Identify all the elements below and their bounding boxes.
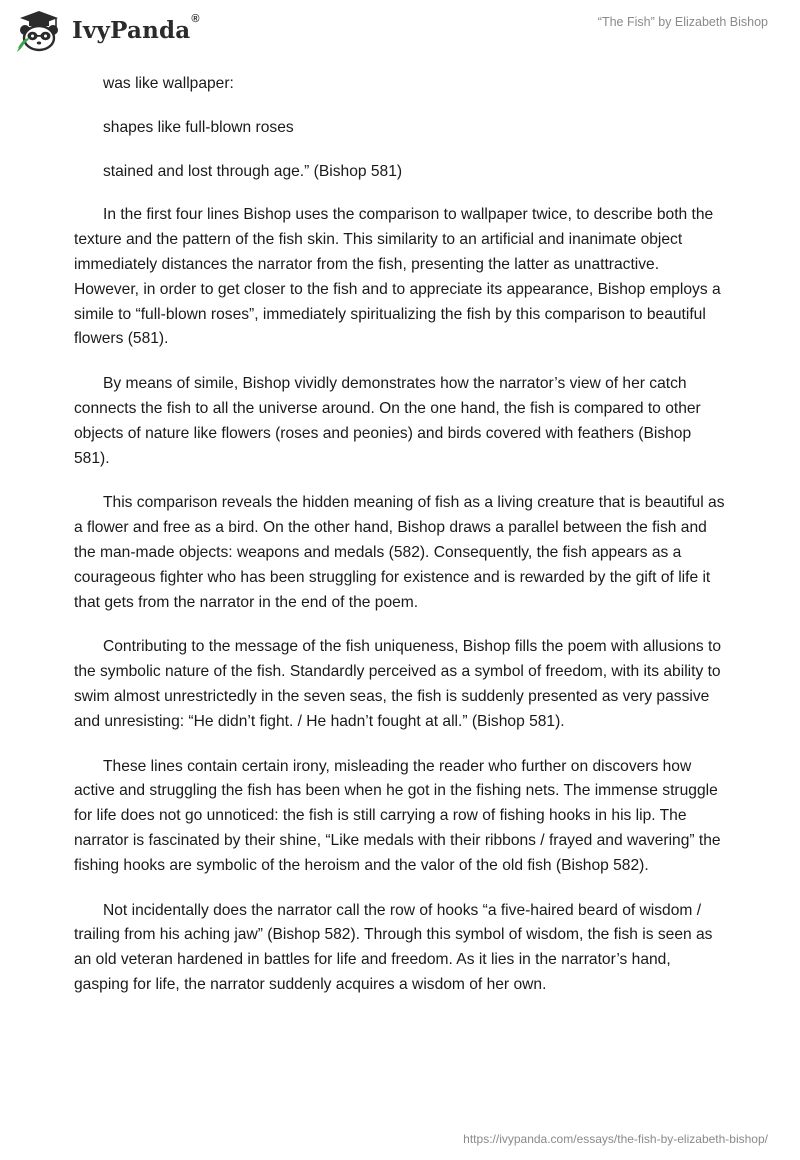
- paragraph: These lines contain certain irony, misleading the reader who further on discovers how active and struggling the fish has been when he got in the fishing nets. The immense struggle for life does not go unnoticed: the fish is still carrying a row of fishing hooks in his lip. The narrator is fascinated by their shine, “Like medals with their ribbons / frayed and wavering” the fishing hooks are symbolic of the heroism and the valor of the old fish (Bishop 582).: [74, 757, 721, 874]
- paragraph: Not incidentally does the narrator call the row of hooks “a five-haired beard of wisdom / trailing from his aching jaw” (Bishop 582). Through this symbol of wisdom, the fish is seen as an old veteran hardened in battles for life and freedom. As it lies in the narrator’s hand, gasping for life, the narrator suddenly acquires a wisdom of her own.: [74, 901, 713, 993]
- paragraph: In the first four lines Bishop uses the comparison to wallpaper twice, to describe both the texture and the pattern of the fish skin. This similarity to an artificial and inanimate object immediately distances the narrator from the fish, presenting the latter as unattractive. However, in order to get closer to the fish and to appreciate its appearance, Bishop employs a simile to “full-blown roses”, immediately spiritualizing the fish by this comparison to beautiful flowers (581).: [74, 206, 721, 348]
- page-header: [0, 0, 800, 62]
- essay-body: [74, 72, 726, 1018]
- paragraph: By means of simile, Bishop vividly demonstrates how the narrator’s view of her catch connects the fish to all the universe around. On the one hand, the fish is compared to other objects of nature like flowers (roses and peonies) and birds covered with feathers (Bishop 581).: [74, 375, 701, 467]
- brand-name: IvyPanda®: [72, 12, 200, 44]
- quote-line: was like wallpaper:: [103, 75, 234, 92]
- quote-line: shapes like full-blown roses: [103, 118, 294, 136]
- quote-line: stained and lost through age.” (Bishop 581): [103, 162, 403, 180]
- running-title: “The Fish” by Elizabeth Bishop: [597, 15, 768, 29]
- registered-mark: ®: [191, 12, 200, 25]
- paragraph: Contributing to the message of the fish uniqueness, Bishop fills the poem with allusions to the symbolic nature of the fish. Standardly perceived as a symbol of freedom, with its ability to swim almost unrestrictedly in the seven seas, the fish is suddenly presented as very passive and unresisting: “He didn’t fight. / He hadn’t fought at all.” (Bishop 581).: [74, 638, 722, 730]
- source-url-link[interactable]: https://ivypanda.com/essays/the-fish-by-elizabeth-bishop/: [463, 1132, 768, 1146]
- paragraph: This comparison reveals the hidden meaning of fish as a living creature that is beautiful as a flower and free as a bird. On the other hand, Bishop draws a parallel between the fish and the man-made objects: weapons and medals (582). Consequently, the fish appears as a courageous fighter who has been struggling for existence and is rewarded by the gift of life it that gets from the narrator in the end of the poem.: [74, 494, 725, 611]
- panda-logo-icon: [14, 8, 64, 52]
- ivypanda-logo[interactable]: [14, 8, 200, 52]
